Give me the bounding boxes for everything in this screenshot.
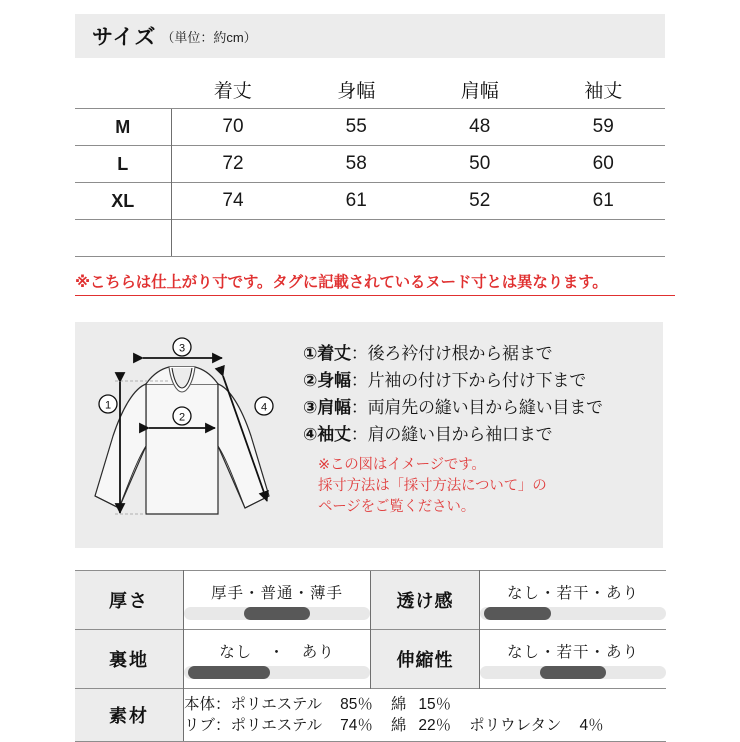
attr-value-stretch (480, 630, 667, 689)
table-row (75, 183, 665, 220)
thickness-slider-knob[interactable] (244, 607, 311, 620)
attr-label-lining: 裏地 (75, 630, 184, 689)
legend-num-3: ③ (303, 398, 318, 417)
cell-xl-sleeve: 61 (542, 183, 666, 220)
size-disclaimer: ※こちらは仕上がり寸です。タグに記載されているヌード寸とは異なります。 (75, 270, 675, 296)
material-body-fiber: 本体：ポリエステル (184, 696, 323, 713)
diagram-note-line-3: ページをご覧ください。 (318, 499, 476, 515)
svg-text:1: 1 (104, 399, 112, 412)
cell-xl-chest: 61 (295, 183, 419, 220)
legend-sep-3: ： (350, 398, 368, 417)
table-header-row (75, 72, 665, 109)
legend-item-sleeve (303, 421, 655, 448)
sheerness-slider-track[interactable] (480, 607, 666, 620)
measurement-diagram-panel (75, 322, 663, 548)
diagram-marker-2 (173, 407, 191, 425)
material-line-body (184, 694, 666, 715)
stretch-slider-knob[interactable] (540, 666, 607, 679)
legend-desc-1: 後ろ衿付け根から裾まで (367, 344, 553, 363)
material-body-pct1: 85％ (340, 696, 373, 713)
attr-label-thickness: 厚さ (75, 571, 184, 630)
cell-m-sleeve: 59 (542, 109, 666, 146)
unit-note: （単位：約cm） (161, 29, 257, 45)
lining-slider-knob[interactable] (188, 666, 270, 679)
legend-desc-3: 両肩先の縫い目から縫い目まで (367, 398, 603, 417)
table-row (75, 109, 665, 146)
attribute-row-lining-stretch (75, 630, 666, 689)
attr-value-thickness (184, 571, 371, 630)
material-body-pct2: 15％ (418, 696, 452, 713)
stretch-options: なし・若干・あり (506, 643, 639, 661)
lining-options: なし ・ あり (219, 643, 335, 661)
thickness-options: 厚手・普通・薄手 (210, 584, 343, 602)
thickness-slider-track[interactable] (184, 607, 370, 620)
legend-desc-2: 片袖の付け下から付け下まで (367, 371, 587, 390)
spacer-cell-1 (171, 220, 295, 257)
legend-item-shoulder (303, 394, 655, 421)
legend-term-1: 着丈 (317, 344, 351, 363)
diagram-note-line-2: 採寸方法は「採寸方法について」の (318, 478, 547, 494)
legend-item-chest (303, 367, 655, 394)
legend-num-1: ① (303, 344, 318, 363)
material-line-rib (184, 715, 666, 736)
legend-num-4: ④ (303, 425, 318, 444)
measurement-legend (303, 340, 655, 518)
legend-term-2: 身幅 (317, 371, 351, 390)
column-header-size (75, 72, 171, 109)
material-rib-pct3: 4％ (579, 717, 604, 734)
row-label-xl: XL (75, 183, 171, 220)
legend-sep-4: ： (350, 425, 368, 444)
table-row (75, 146, 665, 183)
table-spacer-row (75, 220, 665, 257)
diagram-note-line-1: ※この図はイメージです。 (318, 457, 486, 473)
attr-value-lining (184, 630, 371, 689)
attr-label-sheerness: 透け感 (371, 571, 480, 630)
page-title: サイズ (92, 26, 157, 49)
diagram-marker-3 (173, 338, 191, 356)
attributes-table (75, 570, 666, 742)
cell-xl-shoulder: 52 (418, 183, 542, 220)
column-header-shoulder: 肩幅 (460, 80, 499, 102)
material-rib-fiber: リブ：ポリエステル (184, 717, 323, 734)
material-rib-pct1: 74％ (340, 717, 373, 734)
legend-term-4: 袖丈 (317, 425, 351, 444)
attribute-row-thickness-sheerness (75, 571, 666, 630)
spacer-cell-4 (542, 220, 666, 257)
legend-term-3: 肩幅 (317, 398, 351, 417)
cell-m-shoulder: 48 (418, 109, 542, 146)
material-rib-fiber2: 綿 (390, 717, 407, 734)
material-rib-pct2: 22％ (418, 717, 452, 734)
attr-value-sheerness (480, 571, 667, 630)
material-body-fiber2: 綿 (390, 696, 407, 713)
svg-text:3: 3 (178, 342, 186, 355)
stretch-slider-track[interactable] (480, 666, 666, 679)
attr-label-stretch: 伸縮性 (371, 630, 480, 689)
diagram-marker-4 (255, 397, 273, 415)
legend-item-length (303, 340, 655, 367)
column-header-length: 着丈 (213, 80, 252, 102)
cell-l-shoulder: 50 (418, 146, 542, 183)
cell-m-chest: 55 (295, 109, 419, 146)
legend-num-2: ② (303, 371, 318, 390)
diagram-note (303, 455, 655, 518)
cell-xl-length: 74 (171, 183, 295, 220)
svg-text:4: 4 (260, 401, 268, 414)
size-table (75, 72, 665, 257)
cell-l-sleeve: 60 (542, 146, 666, 183)
diagram-marker-1 (99, 395, 117, 413)
long-sleeve-shirt-diagram (83, 336, 301, 536)
attribute-row-material (75, 689, 666, 742)
row-label-l: L (75, 146, 171, 183)
spacer-cell-2 (295, 220, 419, 257)
cell-m-length: 70 (171, 109, 295, 146)
cell-l-length: 72 (171, 146, 295, 183)
column-header-sleeve: 袖丈 (584, 80, 623, 102)
spacer-cell-3 (418, 220, 542, 257)
legend-sep-2: ： (350, 371, 368, 390)
lining-slider-track[interactable] (184, 666, 370, 679)
row-label-m: M (75, 109, 171, 146)
attr-value-material (184, 689, 667, 742)
attr-label-material: 素材 (75, 689, 184, 742)
svg-text:2: 2 (178, 411, 186, 424)
cell-l-chest: 58 (295, 146, 419, 183)
material-rib-fiber3: ポリウレタン (469, 717, 562, 734)
sheerness-slider-knob[interactable] (484, 607, 551, 620)
spacer-cell-size (75, 220, 171, 257)
size-section-header (75, 14, 665, 58)
column-header-chest: 身幅 (337, 80, 376, 102)
sheerness-options: なし・若干・あり (506, 584, 639, 602)
legend-sep-1: ： (350, 344, 368, 363)
legend-desc-4: 肩の縫い目から袖口まで (367, 425, 553, 444)
